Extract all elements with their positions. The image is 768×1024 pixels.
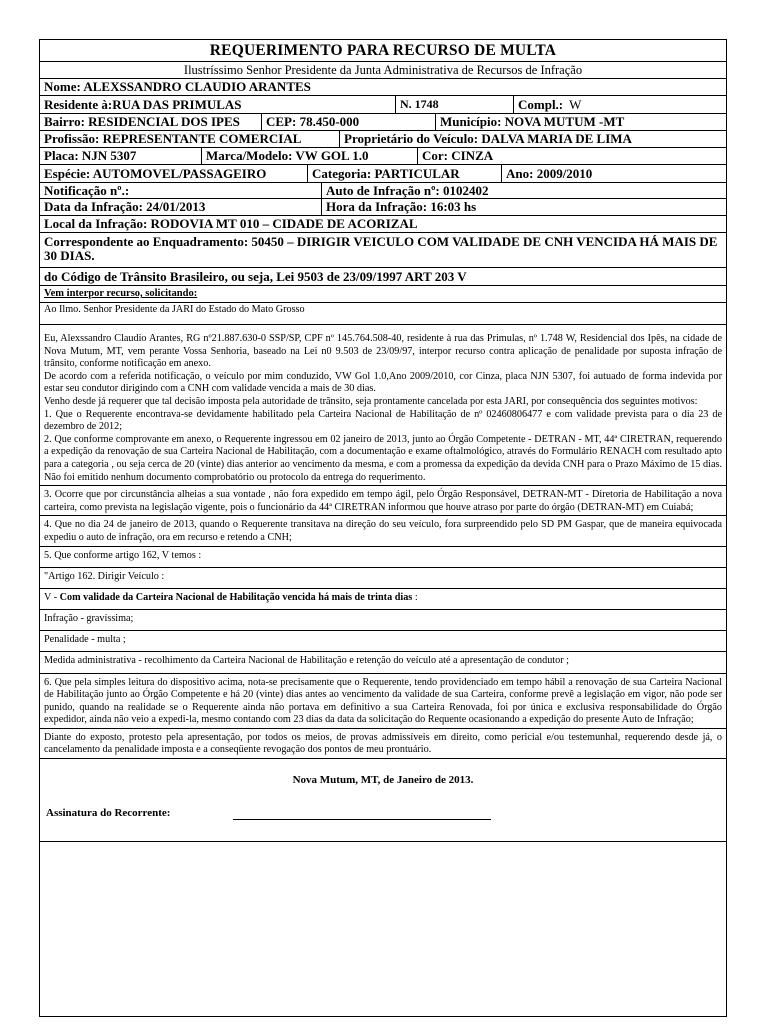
signature-label: Assinatura do Recorrente:	[46, 807, 171, 820]
subtitle-row	[40, 62, 726, 79]
compl-field	[514, 96, 726, 113]
vem-interpor-heading: Vem interpor recurso, solicitando:	[44, 288, 198, 299]
body-section-6	[40, 589, 726, 610]
hora-infracao-field: Hora da Infração: 16:03 hs	[326, 199, 477, 214]
local-row	[40, 216, 726, 233]
notificacao-field: Notificação nº.:	[40, 183, 322, 198]
body-section-8	[40, 631, 726, 652]
body-paragraph: Eu, Alexssandro Claudio Arantes, RG nº21.887.630-0 SSP/SP, CPF nº 145.764.508-40, residente à rua das Primulas, nº 1.748 W, Residencial dos Ipês, na cidade de Nova Mutum, MT, vem perante Vossa Senhoria, baseado na Lei n0 9.503 de 23/09/97, interpor recurso contra aplicação de penalidade por suposta infração de trânsito, conforme notificação em anexo.	[44, 333, 722, 370]
body-paragraph: 4. Que no dia 24 de janeiro de 2013, quando o Requerente transitava na direção do seu veículo, fora surpreendido pelo SD PM Gaspar, que de maneira equivocada expediu o auto de infração, ora em recurso e retendo a CNH;	[44, 519, 722, 543]
local-infracao-field: Local da Infração: RODOVIA MT 010 – CIDADE DE ACORIZAL	[44, 216, 418, 231]
body-paragraph	[44, 592, 722, 605]
article-item-prefix: V -	[44, 591, 60, 603]
body-paragraph: 6. Que pela simples leitura do dispositivo acima, nota-se precisamente que o Requerente, tendo providenciado em tempo hábil a renovação de sua Carteira Nacional de Habilitação junto ao Órgão Competente e há 20 (vinte) dias antes ao vencimento da validade de sua Carteira, conforme prevê a legislação em vigor, não pode ser punido, quando na realidade se o Requerente ainda não portava em definitivo a sua Carteira Renovada, foi por única e exclusiva responsabilidade do Órgão expedidor, ainda não veio a expedi-la, mesmo contando com 23 dias da data da solicitação do Requente ocasionando a expedição do presente Auto de Infração;	[44, 676, 722, 726]
body-paragraph: Medida administrativa - recolhimento da Carteira Nacional de Habilitação e retenção do veículo até a apresentação de condutor ;	[44, 654, 569, 666]
profissao-row	[40, 131, 726, 148]
body-section-9	[40, 652, 726, 674]
body-paragraph: Diante do exposto, protesto pela apresentação, por todos os meios, de provas admissíveis em direito, como pericial e/ou testemunhal, requerendo desde já, o cancelamento da penalidade imposta e a conseqüente revogação dos pontos de meu prontuário.	[44, 731, 722, 756]
body-paragraph: Venho desde já requerer que tal decisão imposta pela autoridade de trânsito, seja prontamente cancelada por esta JARI, por consequência dos seguintes motivos:	[44, 395, 698, 407]
notificacao-row	[40, 183, 726, 199]
form-sheet	[39, 39, 727, 1017]
page-title: REQUERIMENTO PARA RECURSO DE MULTA	[209, 41, 557, 59]
body-paragraph: 2. Que conforme comprovante em anexo, o Requerente ingressou em 02 janeiro de 2013, junto ao Órgão Competente - DETRAN - MT, 44ª CIRETRAN, requerendo a expedição da renovação de sua Carteira Nacional de Habilitação, com a documentação e exame oftalmológico, através do Formulário RENACH com resultado apto para a categoria , ou seja cerca de 20 (vinte) dias anterior ao vencimento da mesma, e com a promessa da expedição da devida CNH para o Prazo Máximo de 15 dias. Não foi emitido nenhum documento comprobatório ou protocolo da entrega do requerimento.	[44, 433, 722, 483]
proprietario-field: Proprietário do Veículo: DALVA MARIA DE LIMA	[344, 131, 632, 146]
numero-field: N. 1748	[396, 96, 514, 113]
marca-field: Marca/Modelo: VW GOL 1.0	[202, 148, 418, 164]
residente-field: Residente à:RUA DAS PRIMULAS	[40, 96, 396, 113]
body-section-5	[40, 568, 726, 589]
categoria-field: Categoria: PARTICULAR	[308, 165, 502, 182]
body-section-4	[40, 547, 726, 568]
body-section-11	[40, 729, 726, 759]
bairro-row	[40, 114, 726, 131]
codigo-row	[40, 268, 726, 286]
place-date: Nova Mutum, MT, de Janeiro de 2013.	[292, 774, 474, 787]
enquadramento-row	[40, 233, 726, 268]
body-paragraph: Ao Ilmo. Senhor Presidente da JARI do Estado do Mato Grosso	[44, 304, 305, 315]
article-item-suffix: :	[412, 591, 418, 603]
body-section-2	[40, 486, 726, 516]
bairro-field: Bairro: RESIDENCIAL DOS IPES	[40, 114, 262, 130]
compl-value: W	[569, 96, 582, 112]
title-row	[40, 40, 726, 62]
enquadramento-field: Correspondente ao Enquadramento: 50450 – DIRIGIR VEICULO COM VALIDADE DE CNH VENCIDA HÁ MAIS DE 30 DIAS.	[44, 234, 718, 263]
municipio-field: Município: NOVA MUTUM -MT	[440, 114, 625, 129]
cep-field: CEP: 78.450-000	[262, 114, 436, 130]
profissao-field: Profissão: REPRESENTANTE COMERCIAL	[40, 131, 340, 147]
veiculo-row	[40, 148, 726, 165]
nome-field: Nome: ALEXSSANDRO CLAUDIO ARANTES	[44, 79, 311, 94]
body-paragraph: 3. Ocorre que por circunstância alheias a sua vontade , não fora expedido em tempo ágil, pelo Órgão Responsável, DETRAN-MT - Diretoria de Habilitação a nova carteira, como prevista na legislação vigente, pois o funcionário da 44ª CIRETRAN informou que houve atraso por parte do órgão (DETRAN-MT) em Cuiabá;	[44, 489, 722, 513]
especie-field: Espécie: AUTOMOVEL/PASSAGEIRO	[40, 165, 308, 182]
compl-label: Compl.:	[518, 96, 564, 112]
data-row	[40, 199, 726, 216]
body-section-7	[40, 610, 726, 631]
body-section-1	[40, 325, 726, 486]
nome-row	[40, 79, 726, 96]
cor-field: Cor: CINZA	[422, 148, 494, 163]
signature-section	[40, 759, 726, 842]
body-section-0	[40, 303, 726, 325]
article-item-bold: Com validade da Carteira Nacional de Habilitação vencida há mais de trinta dias	[59, 591, 413, 603]
body-paragraph: Penalidade - multa ;	[44, 633, 126, 645]
body-paragraph: De acordo com a referida notificação, o veículo por mim conduzido, VW Gol 1.0,Ano 2009/2010, cor Cinza, placa NJN 5307, foi autuado de forma indevida por estar seu condutor dirigindo com a CNH com validade vencida a mais de 30 dias.	[44, 370, 722, 395]
body-paragraph: Infração - gravíssima;	[44, 612, 134, 624]
body-paragraph: 1. Que o Requerente encontrava-se devidamente habilitado pela Carteira Nacional de Habilitação de nº 02460806477 e com validade prevista para o dia 23 de dezembro de 2012;	[44, 408, 722, 433]
codigo-field: do Código de Trânsito Brasileiro, ou seja, Lei 9503 de 23/09/1997 ART 203 V	[44, 268, 467, 284]
auto-infracao-field: Auto de Infração nº: 0102402	[326, 183, 489, 198]
ano-field: Ano: 2009/2010	[506, 165, 593, 181]
body-paragraph: "Artigo 162. Dirigir Veículo :	[44, 570, 165, 582]
placa-field: Placa: NJN 5307	[40, 148, 202, 164]
body-paragraph: 5. Que conforme artigo 162, V temos :	[44, 549, 202, 561]
signature-line	[233, 819, 491, 820]
vem-interpor-row	[40, 286, 726, 303]
body-section-3	[40, 516, 726, 546]
data-infracao-field: Data da Infração: 24/01/2013	[40, 199, 322, 215]
especie-row	[40, 165, 726, 183]
body-section-10	[40, 674, 726, 729]
endereco-row	[40, 96, 726, 114]
page-subtitle: Ilustríssimo Senhor Presidente da Junta Administrativa de Recursos de Infração	[183, 62, 583, 77]
